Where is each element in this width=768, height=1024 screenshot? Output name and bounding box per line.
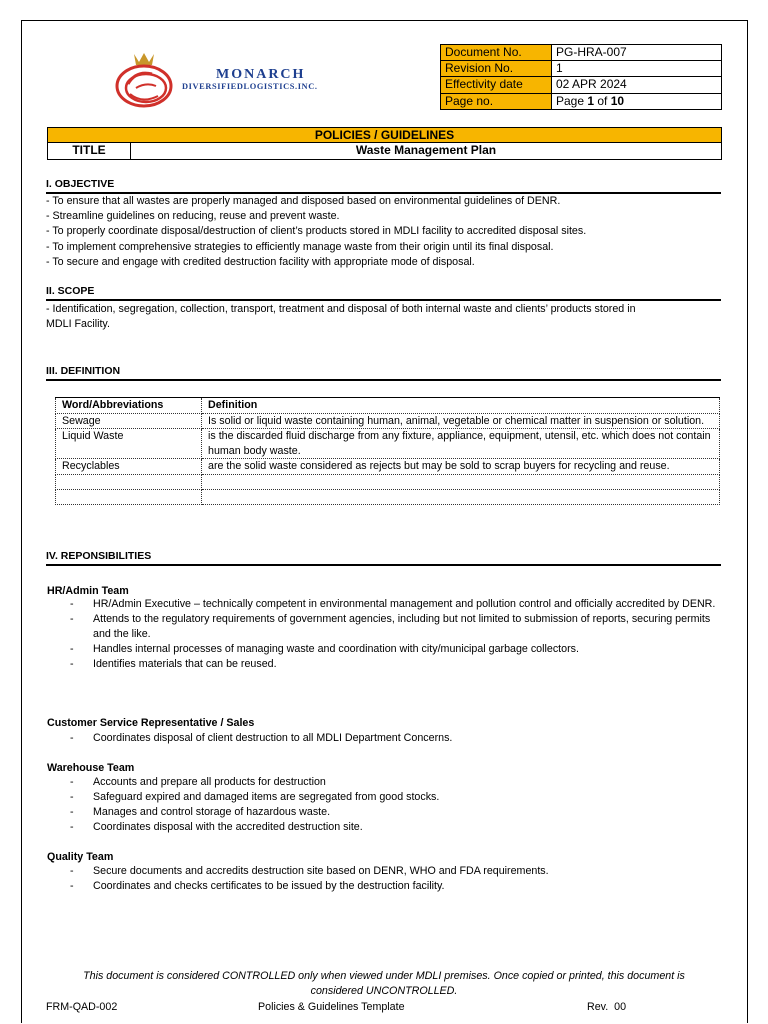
page-current: 1	[587, 93, 595, 108]
definition-heading: III. DEFINITION	[46, 365, 721, 381]
policies-banner: POLICIES / GUIDELINES	[47, 127, 722, 143]
responsibilities-heading: IV. REPONSIBILITIES	[46, 550, 721, 566]
table-row	[56, 459, 720, 475]
objective-list	[46, 194, 726, 270]
title-row	[47, 143, 722, 160]
objective-item: - To implement comprehensive strategies to efficiently manage waste from their origin until its final disposal.	[46, 240, 554, 253]
company-logo	[106, 48, 380, 110]
logo-company-name: MONARCH	[216, 67, 306, 82]
list-item: - Identifies materials that can be reused.	[66, 657, 716, 672]
group-title-quality: Quality Team	[47, 851, 114, 863]
doc-row-label: Document No.	[441, 45, 552, 61]
scope-line: MDLI Facility.	[46, 318, 110, 331]
list-item: - Coordinates and checks certificates to be issued by the destruction facility.	[66, 879, 716, 894]
definition-header-row	[56, 398, 720, 414]
group-title-warehouse: Warehouse Team	[47, 762, 135, 774]
objective-item: - Streamline guidelines on reducing, reuse and prevent waste.	[46, 210, 340, 223]
template-name: Policies & Guidelines Template	[258, 1001, 405, 1013]
definition-word	[56, 489, 202, 504]
list-item: - Accounts and prepare all products for destruction	[66, 775, 716, 790]
objective-item: - To properly coordinate disposal/destruction of client’s products stored in MDLI facility to accredited disposal sites.	[46, 225, 587, 238]
page-number	[552, 93, 722, 109]
scope-text	[46, 302, 726, 332]
doc-row-value: PG-HRA-007	[552, 45, 722, 61]
definition-text	[202, 474, 720, 489]
column-header-word: Word/Abbreviations	[56, 398, 202, 414]
objective-item: - To ensure that all wastes are properly managed and disposed based on environmental guidelines of DENR.	[46, 195, 561, 207]
table-row	[56, 429, 720, 459]
group-title-hr-admin: HR/Admin Team	[47, 585, 129, 597]
definition-word: Liquid Waste	[56, 429, 202, 459]
list-item: - Secure documents and accredits destruction site based on DENR, WHO and FDA requirements.	[66, 864, 716, 879]
doc-row-label: Effectivity date	[441, 77, 552, 93]
list-item: - Coordinates disposal with the accredited destruction site.	[66, 820, 716, 835]
document-control-table	[440, 44, 722, 110]
definition-table	[55, 397, 720, 505]
doc-row	[441, 93, 722, 109]
page-total: 10	[610, 93, 625, 108]
definition-text	[202, 489, 720, 504]
list-item: - Manages and control storage of hazardous waste.	[66, 805, 716, 820]
quality-list	[66, 864, 716, 894]
note-line: This document is considered CONTROLLED only when viewed under MDLI premises. Once copied or printed, this document is	[83, 970, 685, 982]
column-header-definition: Definition	[202, 398, 720, 414]
list-item: - Handles internal processes of managing waste and coordination with city/municipal garbage collectors.	[66, 642, 716, 657]
scope-heading: II. SCOPE	[46, 285, 721, 301]
form-number: FRM-QAD-002	[46, 1001, 118, 1013]
definition-word: Recyclables	[56, 459, 202, 475]
controlled-document-note	[50, 969, 718, 999]
definition-word: Sewage	[56, 413, 202, 429]
definition-text: Is solid or liquid waste containing human, animal, vegetable or chemical matter in suspension or solution.	[202, 413, 720, 429]
note-line: considered UNCONTROLLED.	[310, 985, 458, 997]
objective-heading: I. OBJECTIVE	[46, 178, 721, 194]
revision-label: Rev. 00	[587, 1001, 627, 1013]
table-row	[56, 413, 720, 429]
objective-item: - To secure and engage with credited destruction facility with appropriate mode of disposal.	[46, 255, 475, 268]
list-item: - Safeguard expired and damaged items are segregated from good stocks.	[66, 790, 716, 805]
page-prefix: Page	[556, 93, 588, 108]
page-of: of	[594, 93, 611, 108]
doc-row-label: Revision No.	[441, 61, 552, 77]
definition-text: is the discarded fluid discharge from any fixture, appliance, equipment, utensil, etc. which does not contain human body waste.	[202, 429, 720, 459]
doc-row	[441, 61, 722, 77]
doc-row-value: 02 APR 2024	[552, 77, 722, 93]
document-title: Waste Management Plan	[355, 143, 497, 157]
list-item: - Attends to the regulatory requirements of government agencies, including but not limited to submission of reports, securing permits and the like.	[66, 612, 716, 642]
definition-text: are the solid waste considered as rejects but may be sold to scrap buyers for recycling and reuse.	[202, 459, 720, 475]
doc-row	[441, 45, 722, 61]
scope-line: - Identification, segregation, collection, transport, treatment and disposal of both internal waste and clients’ products stored in	[46, 303, 636, 315]
doc-row-value: 1	[552, 61, 722, 77]
list-item: - HR/Admin Executive – technically competent in environmental management and pollution control and officially accredited by DENR.	[66, 597, 716, 612]
table-row	[56, 489, 720, 504]
logo-company-subtitle: DIVERSIFIEDLOGISTICS.INC.	[182, 82, 318, 91]
hr-admin-list	[66, 597, 716, 672]
definition-word	[56, 474, 202, 489]
group-title-customer-service: Customer Service Representative / Sales	[47, 717, 255, 729]
list-item: - Coordinates disposal of client destruction to all MDLI Department Concerns.	[66, 731, 716, 746]
monarch-crown-logo-icon	[106, 48, 216, 110]
doc-row	[441, 77, 722, 93]
warehouse-list	[66, 775, 716, 835]
table-row	[56, 474, 720, 489]
title-label: TITLE	[48, 143, 131, 159]
doc-row-label: Page no.	[441, 93, 552, 109]
customer-service-list	[66, 731, 716, 746]
